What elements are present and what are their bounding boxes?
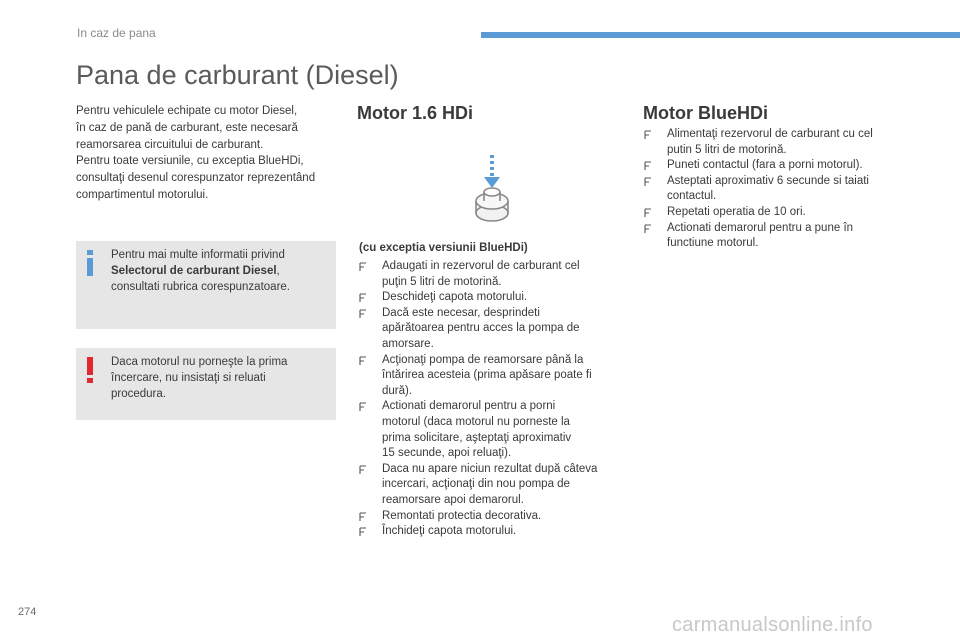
motor-bluehdi-title: Motor BlueHDi xyxy=(643,103,768,123)
step-line: puţin 5 litri de motorină. xyxy=(382,275,502,288)
list-item xyxy=(359,524,619,540)
step-line: Daca nu apare niciun rezultat după câteva xyxy=(382,462,598,475)
step-line: dură). xyxy=(382,384,413,397)
checkbox-bullet-icon xyxy=(359,259,367,274)
motor-hdi-steps xyxy=(359,259,619,540)
step-line: Remontati protectia decorativa. xyxy=(382,509,542,522)
checkbox-bullet-icon xyxy=(644,221,652,236)
list-item xyxy=(359,259,619,290)
checkbox-bullet-icon xyxy=(359,290,367,305)
warning-box-text xyxy=(111,354,326,403)
list-item xyxy=(644,205,894,221)
watermark: carmanualsonline.info xyxy=(672,614,873,636)
step-line: Repetati operatia de 10 ori. xyxy=(667,205,806,218)
checkbox-bullet-icon xyxy=(359,524,367,539)
step-line: Închideţi capota motorului. xyxy=(382,525,517,538)
list-item xyxy=(359,509,619,525)
header-accent-bar xyxy=(481,32,960,38)
list-item xyxy=(644,127,894,158)
list-item xyxy=(644,221,894,252)
motor-bluehdi-steps xyxy=(644,127,894,252)
page-title: Pana de carburant (Diesel) xyxy=(76,60,399,90)
exclamation-icon xyxy=(85,357,95,383)
checkbox-bullet-icon xyxy=(359,353,367,368)
intro-line: Pentru toate versiunile, cu exceptia BlueHDi, xyxy=(76,155,304,168)
info-line xyxy=(111,263,326,279)
step-line: amorsare. xyxy=(382,337,434,350)
step-line: functiune motorul. xyxy=(667,237,759,250)
list-item xyxy=(359,399,619,461)
list-item xyxy=(359,306,619,353)
step-line: Dacă este necesar, desprindeti xyxy=(382,306,540,319)
step-line: putin 5 litri de motorină. xyxy=(667,143,787,156)
info-punct: , xyxy=(276,265,280,278)
motor-hdi-subtitle: (cu exceptia versiunii BlueHDi) xyxy=(359,242,528,254)
step-line: reamorsare apoi demarorul. xyxy=(382,493,524,506)
list-item xyxy=(644,158,894,174)
step-line: Deschideţi capota motorului. xyxy=(382,291,528,304)
intro-line: în caz de pană de carburant, este necesară xyxy=(76,121,298,134)
intro-line: Pentru vehiculele echipate cu motor Diesel, xyxy=(76,105,298,117)
intro-paragraph xyxy=(76,103,346,204)
intro-line: compartimentul motorului. xyxy=(76,188,209,201)
info-icon xyxy=(85,250,95,276)
warning-line: procedura. xyxy=(111,388,166,401)
checkbox-bullet-icon xyxy=(359,462,367,477)
step-line: contactul. xyxy=(667,190,717,203)
info-line: Pentru mai multe informatii privind xyxy=(111,249,285,261)
checkbox-bullet-icon xyxy=(644,205,652,220)
page-number: 274 xyxy=(18,606,37,618)
step-line: întărirea acesteia (prima apăsare poate fi xyxy=(382,369,592,382)
info-box-text xyxy=(111,247,326,296)
step-line: apărătoarea pentru acces la pompa de xyxy=(382,322,580,335)
step-line: prima solicitare, aşteptaţi aproximativ xyxy=(382,431,572,444)
info-highlight: Selectorul de carburant Diesel xyxy=(111,265,277,278)
checkbox-bullet-icon xyxy=(359,399,367,414)
step-line: Alimentaţi rezervorul de carburant cu cel xyxy=(667,128,873,140)
checkbox-bullet-icon xyxy=(644,158,652,173)
checkbox-bullet-icon xyxy=(644,174,652,189)
warning-box xyxy=(76,348,336,420)
info-box xyxy=(76,241,336,329)
intro-line: reamorsarea circuitului de carburant. xyxy=(76,138,264,151)
list-item xyxy=(644,174,894,205)
warning-line: încercare, nu insistaţi si reluati xyxy=(111,372,266,385)
step-line: Asteptati aproximativ 6 secunde si taiati xyxy=(667,174,869,187)
list-item xyxy=(359,462,619,509)
intro-line: consultaţi desenul corespunzator reprezentând xyxy=(76,172,316,185)
section-label: In caz de pana xyxy=(77,26,156,40)
list-item xyxy=(359,290,619,306)
step-line: 15 secunde, apoi reluaţi). xyxy=(382,447,512,460)
step-line: motorul (daca motorul nu porneste la xyxy=(382,415,570,428)
step-line: Actionati demarorul pentru a pune în xyxy=(667,221,854,234)
list-item xyxy=(359,353,619,400)
step-line: Puneti contactul (fara a porni motorul). xyxy=(667,159,863,172)
warning-line: Daca motorul nu porneşte la prima xyxy=(111,356,288,368)
step-line: Acţionaţi pompa de reamorsare până la xyxy=(382,353,584,366)
info-line: consultati rubrica corespunzatoare. xyxy=(111,281,290,294)
checkbox-bullet-icon xyxy=(644,127,652,142)
step-line: incercari, acţionaţi din nou pompa de xyxy=(382,478,570,491)
step-line: Actionati demarorul pentru a porni xyxy=(382,400,556,413)
motor-hdi-title: Motor 1.6 HDi xyxy=(357,103,474,123)
step-line: Adaugati in rezervorul de carburant cel xyxy=(382,260,580,272)
checkbox-bullet-icon xyxy=(359,509,367,524)
priming-pump-icon xyxy=(470,153,514,227)
checkbox-bullet-icon xyxy=(359,306,367,321)
